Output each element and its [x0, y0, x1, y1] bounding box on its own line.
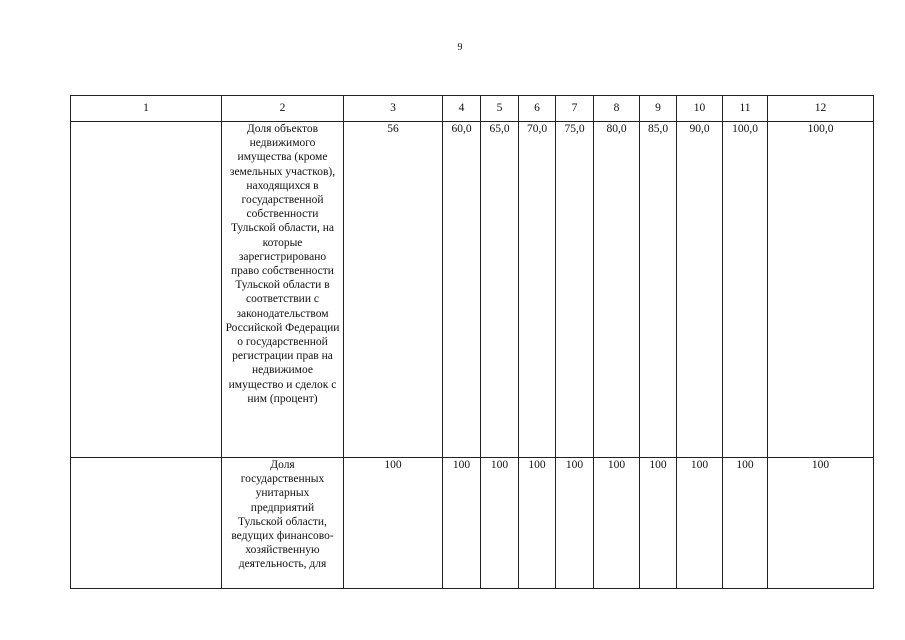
table-cell: 100	[768, 458, 874, 589]
column-header: 12	[768, 96, 874, 122]
column-header: 9	[640, 96, 677, 122]
table-cell: 85,0	[640, 122, 677, 458]
table-cell-empty	[71, 122, 222, 458]
table-row	[71, 122, 874, 458]
table-cell: 75,0	[556, 122, 594, 458]
column-header: 10	[677, 96, 723, 122]
column-header: 6	[519, 96, 556, 122]
indicator-table	[70, 95, 874, 589]
table-cell: 90,0	[677, 122, 723, 458]
table-cell: 100	[594, 458, 640, 589]
indicator-description: Доля государственных унитарных предприятий Тульской области, ведущих финансово-хозяйственную деятельность, для	[231, 459, 334, 571]
table-cell: 100	[677, 458, 723, 589]
table-cell-empty	[71, 458, 222, 589]
table-cell: 100	[344, 458, 443, 589]
column-header: 3	[344, 96, 443, 122]
table-cell: 100,0	[723, 122, 768, 458]
column-header: 7	[556, 96, 594, 122]
table-cell: 100	[640, 458, 677, 589]
table-cell: 100	[481, 458, 519, 589]
column-header: 2	[222, 96, 344, 122]
table-cell: 65,0	[481, 122, 519, 458]
indicator-description-cell	[222, 458, 344, 589]
table-cell: 100	[556, 458, 594, 589]
table-cell: 60,0	[443, 122, 481, 458]
indicator-description-cell	[222, 122, 344, 458]
table-cell: 100	[443, 458, 481, 589]
column-header: 5	[481, 96, 519, 122]
table-row	[71, 458, 874, 589]
column-header: 8	[594, 96, 640, 122]
table-cell: 100	[723, 458, 768, 589]
column-header: 1	[71, 96, 222, 122]
indicator-description: Доля объектов недвижимого имущества (кроме земельных участков), находящихся в государственной собственности Тульской области, на которые зарегистрировано право собственности Тульской области в соответствии с законодательством Российской Федерации о государственной регистрации прав на недвижимое имущество и сделок с ним (процент)	[225, 123, 340, 405]
page-number: 9	[457, 42, 463, 53]
column-header: 11	[723, 96, 768, 122]
table-cell: 100	[519, 458, 556, 589]
table-cell: 56	[344, 122, 443, 458]
table-cell: 70,0	[519, 122, 556, 458]
table-cell: 80,0	[594, 122, 640, 458]
table-cell: 100,0	[768, 122, 874, 458]
column-header: 4	[443, 96, 481, 122]
header-row	[71, 96, 874, 122]
